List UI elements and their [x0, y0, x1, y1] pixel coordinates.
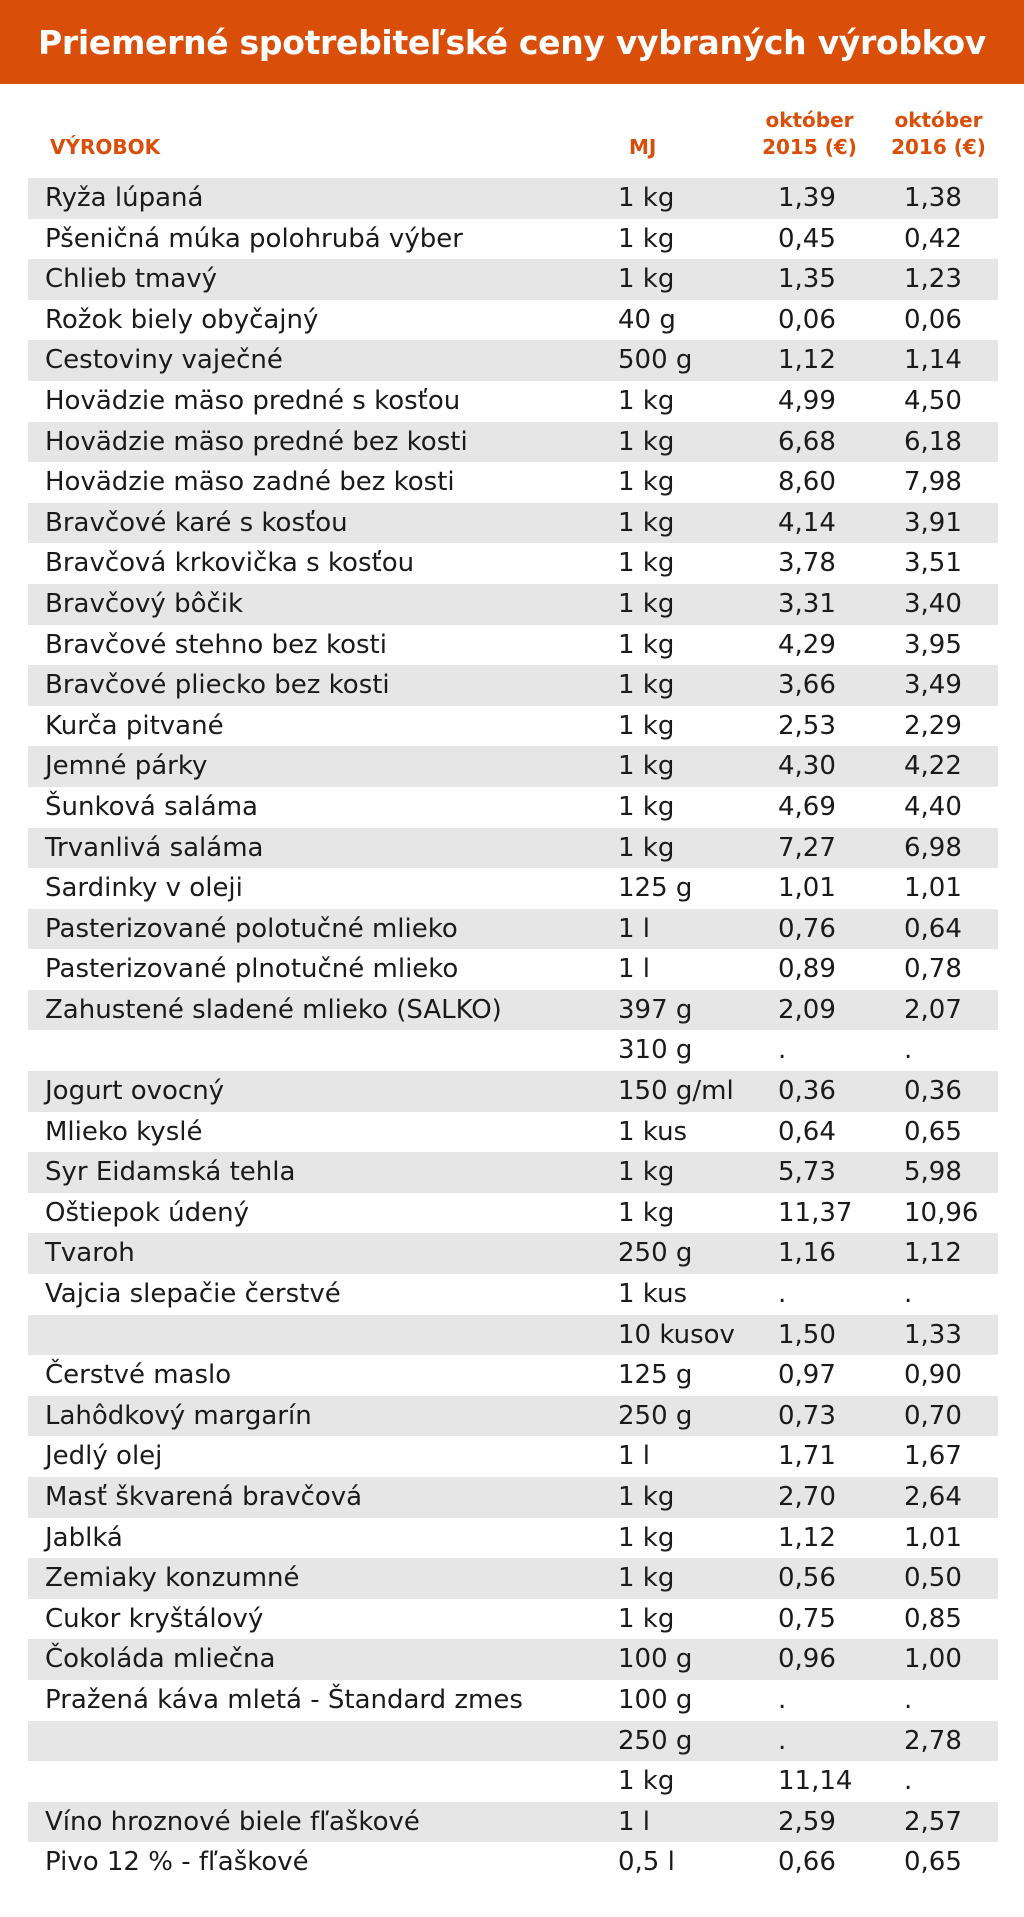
- price-2015-cell: 0,75: [778, 1603, 836, 1634]
- unit-cell: 125 g: [618, 1360, 693, 1391]
- table-row: [28, 1071, 998, 1112]
- unit-cell: 1 kg: [618, 588, 675, 619]
- price-2015-cell: 1,16: [778, 1238, 836, 1269]
- price-2015-cell: 7,27: [778, 832, 836, 863]
- price-2016-cell: 10,96: [904, 1197, 979, 1228]
- unit-cell: 500 g: [618, 345, 693, 376]
- product-cell: Lahôdkový margarín: [45, 1400, 312, 1431]
- table-row: [28, 787, 998, 828]
- unit-cell: 1 kg: [618, 1157, 675, 1188]
- price-2016-cell: 2,29: [904, 710, 962, 741]
- unit-cell: 250 g: [618, 1400, 693, 1431]
- price-2016-cell: 1,67: [904, 1441, 962, 1472]
- price-2015-cell: 11,37: [778, 1197, 853, 1228]
- price-2015-cell: 0,97: [778, 1360, 836, 1391]
- unit-cell: 250 g: [618, 1725, 693, 1756]
- price-2016-cell: 7,98: [904, 467, 962, 498]
- table-row: [28, 1274, 998, 1315]
- price-2016-cell: 1,12: [904, 1238, 962, 1269]
- product-cell: Cukor kryštálový: [45, 1603, 264, 1634]
- unit-cell: 1 l: [618, 954, 651, 985]
- price-2016-cell: 2,07: [904, 994, 962, 1025]
- price-2015-cell: 2,09: [778, 994, 836, 1025]
- price-2016-cell: 2,78: [904, 1725, 962, 1756]
- price-2015-cell: .: [778, 1684, 787, 1715]
- unit-cell: 100 g: [618, 1644, 693, 1675]
- column-header-price-2016-line1: október: [894, 108, 983, 132]
- price-2016-cell: 0,06: [904, 304, 962, 335]
- product-cell: Kurča pitvané: [45, 710, 224, 741]
- price-2016-cell: .: [904, 1279, 913, 1310]
- unit-cell: 1 kg: [618, 751, 675, 782]
- price-2015-cell: 4,30: [778, 751, 836, 782]
- table-row: [28, 543, 998, 584]
- product-cell: Jogurt ovocný: [45, 1076, 225, 1107]
- table-row: [28, 1639, 998, 1680]
- unit-cell: 1 kg: [618, 426, 675, 457]
- unit-cell: 1 l: [618, 1806, 651, 1837]
- price-2016-cell: 0,65: [904, 1847, 962, 1878]
- table-row: [28, 1315, 998, 1356]
- price-2016-cell: 0,42: [904, 223, 962, 254]
- unit-cell: 1 kg: [618, 710, 675, 741]
- table-row: [28, 1193, 998, 1234]
- table-row: [28, 1477, 998, 1518]
- unit-cell: 1 kg: [618, 1766, 675, 1797]
- price-2015-cell: 5,73: [778, 1157, 836, 1188]
- table-row: [28, 178, 998, 219]
- price-2015-cell: 0,45: [778, 223, 836, 254]
- price-2016-cell: 3,51: [904, 548, 962, 579]
- price-2015-cell: .: [778, 1279, 787, 1310]
- product-cell: Jedlý olej: [45, 1441, 163, 1472]
- table-row: [28, 1599, 998, 1640]
- price-2015-cell: 4,99: [778, 385, 836, 416]
- price-2015-cell: 3,78: [778, 548, 836, 579]
- price-2015-cell: 11,14: [778, 1766, 853, 1797]
- price-2015-cell: 0,06: [778, 304, 836, 335]
- table-row: [28, 1030, 998, 1071]
- unit-cell: 1 kg: [618, 1522, 675, 1553]
- price-2016-cell: 2,57: [904, 1806, 962, 1837]
- unit-cell: 1 kg: [618, 1482, 675, 1512]
- table-row: [28, 706, 998, 747]
- unit-cell: 150 g/ml: [618, 1076, 734, 1107]
- unit-cell: 1 kus: [618, 1116, 688, 1147]
- price-2016-cell: 1,38: [904, 183, 962, 213]
- price-2016-cell: 1,01: [904, 873, 962, 904]
- unit-cell: 1 kg: [618, 1603, 675, 1634]
- product-cell: Masť škvarená bravčová: [45, 1482, 363, 1512]
- price-2015-cell: 1,39: [778, 183, 836, 213]
- product-cell: Syr Eidamská tehla: [45, 1157, 296, 1188]
- column-header-price-2015-line1: október: [765, 108, 854, 132]
- price-2016-cell: 1,00: [904, 1644, 962, 1675]
- price-2016-cell: .: [904, 1766, 913, 1797]
- product-cell: Pšeničná múka polohrubá výber: [45, 223, 463, 254]
- price-2015-cell: 2,53: [778, 710, 836, 741]
- table-row: [28, 625, 998, 666]
- product-cell: Jablká: [45, 1522, 123, 1553]
- column-header-unit: MJ: [629, 135, 657, 159]
- column-header-product: VÝROBOK: [50, 135, 161, 159]
- price-2016-cell: 5,98: [904, 1157, 962, 1188]
- product-cell: Vajcia slepačie čerstvé: [45, 1279, 341, 1310]
- unit-cell: 10 kusov: [618, 1319, 735, 1350]
- price-2015-cell: .: [778, 1725, 787, 1756]
- price-2015-cell: 0,36: [778, 1076, 836, 1107]
- unit-cell: 1 kg: [618, 629, 675, 660]
- price-2016-cell: 4,50: [904, 385, 962, 416]
- product-cell: Šunková saláma: [45, 791, 258, 822]
- product-cell: Cestoviny vaječné: [45, 345, 283, 376]
- table-row: [28, 1518, 998, 1559]
- price-table: [28, 178, 998, 1883]
- product-cell: Oštiepok údený: [45, 1197, 250, 1228]
- price-2015-cell: 3,31: [778, 588, 836, 619]
- table-row: [28, 219, 998, 260]
- page-title: Priemerné spotrebiteľské ceny vybraných výrobkov: [37, 22, 986, 62]
- product-cell: Čerstvé maslo: [45, 1360, 232, 1391]
- table-row: [28, 1761, 998, 1802]
- product-cell: Zahustené sladené mlieko (SALKO): [45, 994, 502, 1025]
- table-row: [28, 340, 998, 381]
- product-cell: Ryža lúpaná: [45, 183, 204, 213]
- price-2016-cell: 0,78: [904, 954, 962, 985]
- price-2016-cell: 1,14: [904, 345, 962, 376]
- price-2015-cell: 1,01: [778, 873, 836, 904]
- unit-cell: 1 kg: [618, 385, 675, 416]
- product-cell: Mlieko kyslé: [45, 1116, 203, 1147]
- unit-cell: 1 kg: [618, 264, 675, 295]
- price-2015-cell: 4,14: [778, 507, 836, 538]
- price-2015-cell: 4,69: [778, 791, 836, 822]
- price-2015-cell: 1,12: [778, 1522, 836, 1553]
- product-cell: Rožok biely obyčajný: [45, 304, 319, 335]
- table-row: [28, 1152, 998, 1193]
- price-2016-cell: 3,40: [904, 588, 962, 619]
- price-2015-cell: 4,29: [778, 629, 836, 660]
- unit-cell: 1 kg: [618, 548, 675, 579]
- table-header: [0, 84, 1024, 178]
- table-row: [28, 1436, 998, 1477]
- unit-cell: 397 g: [618, 994, 693, 1025]
- price-2016-cell: 3,49: [904, 670, 962, 701]
- table-row: [28, 1396, 998, 1437]
- unit-cell: 1 kg: [618, 1197, 675, 1228]
- price-2016-cell: 0,50: [904, 1563, 962, 1594]
- unit-cell: 1 kg: [618, 183, 675, 213]
- product-cell: Bravčové pliecko bez kosti: [45, 670, 390, 701]
- product-cell: Bravčové stehno bez kosti: [45, 629, 387, 660]
- product-cell: Pražená káva mletá - Štandard zmes: [45, 1684, 523, 1715]
- unit-cell: 1 kg: [618, 1563, 675, 1594]
- product-cell: Pasterizované polotučné mlieko: [45, 913, 458, 944]
- unit-cell: 100 g: [618, 1684, 693, 1715]
- table-row: [28, 1558, 998, 1599]
- unit-cell: 0,5 l: [618, 1847, 675, 1878]
- price-2015-cell: 0,56: [778, 1563, 836, 1594]
- price-2016-cell: 0,65: [904, 1116, 962, 1147]
- unit-cell: 310 g: [618, 1035, 693, 1066]
- price-2015-cell: 0,64: [778, 1116, 836, 1147]
- product-cell: Hovädzie mäso predné bez kosti: [45, 426, 468, 457]
- product-cell: Bravčová krkovička s kosťou: [45, 548, 415, 579]
- unit-cell: 40 g: [618, 304, 676, 335]
- table-row: [28, 909, 998, 950]
- table-row: [28, 422, 998, 463]
- table-row: [28, 1233, 998, 1274]
- table-row: [28, 1680, 998, 1721]
- unit-cell: 1 l: [618, 913, 651, 944]
- price-2016-cell: 1,33: [904, 1319, 962, 1350]
- price-2016-cell: 1,23: [904, 264, 962, 295]
- table-row: [28, 828, 998, 869]
- price-2016-cell: 0,36: [904, 1076, 962, 1107]
- product-cell: Chlieb tmavý: [45, 264, 218, 295]
- price-2015-cell: 6,68: [778, 426, 836, 457]
- price-2016-cell: .: [904, 1035, 913, 1066]
- table-row: [28, 1355, 998, 1396]
- price-2015-cell: 1,35: [778, 264, 836, 295]
- unit-cell: 1 kg: [618, 791, 675, 822]
- price-2015-cell: 2,70: [778, 1482, 836, 1512]
- table-row: [28, 1721, 998, 1762]
- unit-cell: 1 l: [618, 1441, 651, 1472]
- price-2015-cell: 1,71: [778, 1441, 836, 1472]
- price-2015-cell: 3,66: [778, 670, 836, 701]
- price-2016-cell: 3,95: [904, 629, 962, 660]
- unit-cell: 1 kg: [618, 223, 675, 254]
- product-cell: Pivo 12 % - fľaškové: [45, 1847, 309, 1878]
- price-2016-cell: 0,64: [904, 913, 962, 944]
- table-row: [28, 462, 998, 503]
- product-cell: Bravčové karé s kosťou: [45, 507, 348, 538]
- price-2015-cell: 1,12: [778, 345, 836, 376]
- table-row: [28, 1842, 998, 1883]
- price-2016-cell: 4,40: [904, 791, 962, 822]
- table-row: [28, 584, 998, 625]
- unit-cell: 1 kg: [618, 507, 675, 538]
- title-bar: [0, 0, 1024, 84]
- table-row: [28, 746, 998, 787]
- product-cell: Bravčový bôčik: [45, 588, 244, 619]
- price-2016-cell: 4,22: [904, 751, 962, 782]
- table-row: [28, 503, 998, 544]
- price-2015-cell: 8,60: [778, 467, 836, 498]
- unit-cell: 1 kus: [618, 1279, 688, 1310]
- column-header-price-2016-line2: 2016 (€): [891, 135, 986, 159]
- table-row: [28, 259, 998, 300]
- unit-cell: 1 kg: [618, 467, 675, 498]
- price-2016-cell: 1,01: [904, 1522, 962, 1553]
- product-cell: Hovädzie mäso predné s kosťou: [45, 385, 461, 416]
- product-cell: Víno hroznové biele fľaškové: [45, 1806, 420, 1837]
- unit-cell: 1 kg: [618, 670, 675, 701]
- unit-cell: 250 g: [618, 1238, 693, 1269]
- price-2016-cell: 6,18: [904, 426, 962, 457]
- price-2016-cell: 6,98: [904, 832, 962, 863]
- price-2016-cell: 0,70: [904, 1400, 962, 1431]
- price-2016-cell: 3,91: [904, 507, 962, 538]
- product-cell: Hovädzie mäso zadné bez kosti: [45, 467, 455, 498]
- table-row: [28, 381, 998, 422]
- column-header-price-2015-line2: 2015 (€): [762, 135, 857, 159]
- table-row: [28, 949, 998, 990]
- table-row: [28, 665, 998, 706]
- price-2015-cell: .: [778, 1035, 787, 1066]
- product-cell: Pasterizované plnotučné mlieko: [45, 954, 459, 985]
- price-2015-cell: 0,66: [778, 1847, 836, 1878]
- price-2016-cell: .: [904, 1684, 913, 1715]
- price-2015-cell: 2,59: [778, 1806, 836, 1837]
- table-row: [28, 990, 998, 1031]
- product-cell: Zemiaky konzumné: [45, 1563, 300, 1594]
- product-cell: Trvanlivá saláma: [45, 832, 264, 863]
- price-2016-cell: 0,85: [904, 1603, 962, 1634]
- table-row: [28, 868, 998, 909]
- price-2016-cell: 0,90: [904, 1360, 962, 1391]
- unit-cell: 1 kg: [618, 832, 675, 863]
- price-2015-cell: 1,50: [778, 1319, 836, 1350]
- table-row: [28, 300, 998, 341]
- product-cell: Sardinky v oleji: [45, 873, 243, 904]
- column-header-price-2015: [752, 107, 867, 161]
- column-header-price-2016: [881, 107, 996, 161]
- price-2015-cell: 0,73: [778, 1400, 836, 1431]
- table-row: [28, 1112, 998, 1153]
- price-2015-cell: 0,76: [778, 913, 836, 944]
- product-cell: Čokoláda mliečna: [45, 1644, 276, 1675]
- price-2015-cell: 0,89: [778, 954, 836, 985]
- product-cell: Tvaroh: [45, 1238, 135, 1269]
- price-2015-cell: 0,96: [778, 1644, 836, 1675]
- unit-cell: 125 g: [618, 873, 693, 904]
- price-2016-cell: 2,64: [904, 1482, 962, 1512]
- product-cell: Jemné párky: [45, 751, 208, 782]
- table-row: [28, 1802, 998, 1843]
